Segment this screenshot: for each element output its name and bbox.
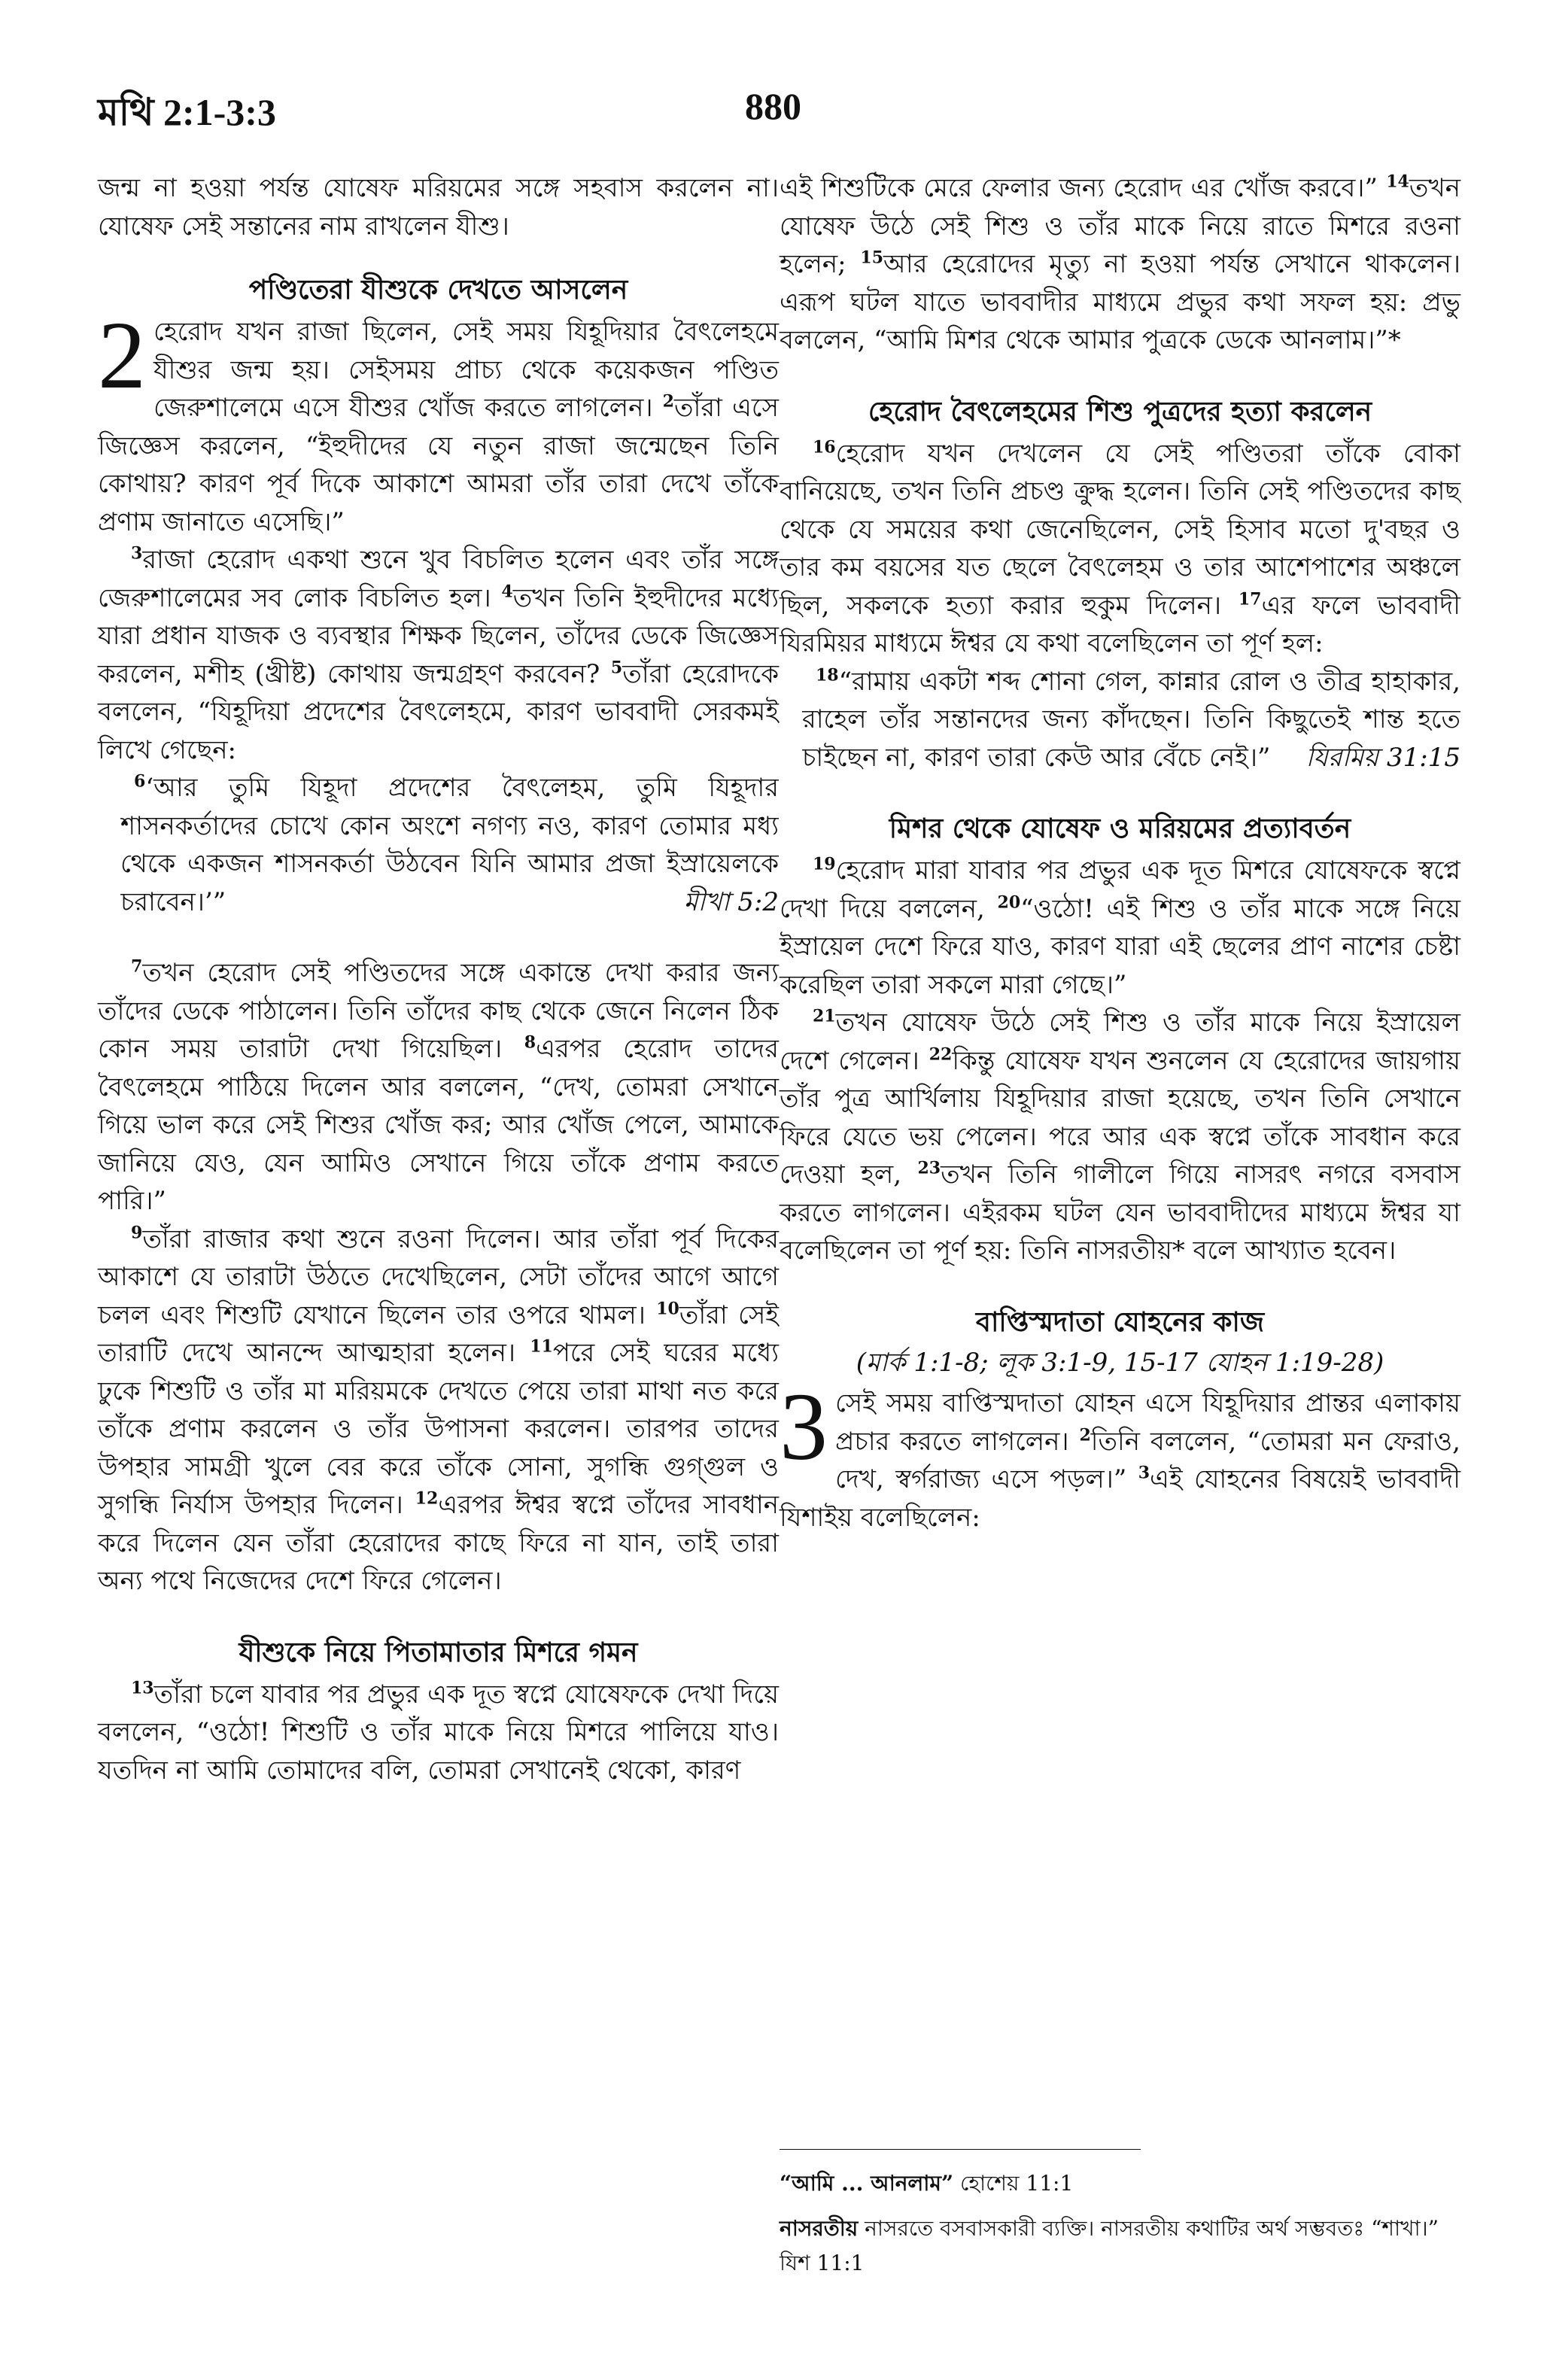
paragraph <box>780 1004 1460 1270</box>
paragraph <box>780 1373 1460 1537</box>
paragraph <box>780 169 1460 360</box>
verse-text: তাঁরা সেই তারাটি দেখে আনন্দে আত্মহারা হলেন। <box>98 1299 779 1368</box>
verse-text: এর ফলে ভাববাদী যিরমিয়র মাধ্যমে ঈশ্বর যে কথা বলেছিলেন তা পূর্ণ হল: <box>780 590 1460 658</box>
verse-text: তাঁরা চলে যাবার পর প্রভুর এক দূত স্বপ্নে যোষেফকে দেখা দিয়ে বললেন, “ওঠো! শিশুটি ও তাঁর মাকে নিয়ে মিশরে পালিয়ে যাও। যতদিন না আমি তোমাদের বলি, তোমরা সেখানেই থেকো, কারণ <box>98 1679 779 1786</box>
paragraph <box>98 954 779 1220</box>
section-heading: হেরোদ বৈৎলেহমের শিশু পুত্রদের হত্যা করলেন <box>868 395 1372 427</box>
verse-number: 13 <box>131 1678 154 1698</box>
verse-text: সেই সময় বাপ্তিস্মদাতা যোহন এসে যিহূদিয়ার প্রান্তর এলাকায় প্রচার করতে লাগলেন। <box>835 1388 1460 1457</box>
paragraph: জন্ম না হওয়া পর্যন্ত যোষেফ মরিয়মের সঙ্গে সহবাস করলেন না। যোষেফ সেই সন্তানের নাম রাখলেন যীশু। <box>98 173 779 242</box>
verse-number: 15 <box>860 248 884 268</box>
verse-number: 9 <box>131 1223 143 1243</box>
verse-number: 6 <box>134 771 146 792</box>
cross-reference: যিরমিয় 31:15 <box>1305 742 1460 773</box>
verse-text: এরপর ঈশ্বর স্বপ্নে তাঁদের সাবধান করে দিলেন যেন তাঁরা হেরোদের কাছে ফিরে না যান, তাই তারা অন্য পথে নিজেদের দেশে ফিরে গেলেন। <box>98 1490 779 1596</box>
chapter-number: 3 <box>780 1373 828 1480</box>
verse-number: 8 <box>524 1032 536 1053</box>
verse-text: হেরোদ মারা যাবার পর প্রভুর এক দূত মিশরে যোষেফকে স্বপ্নে দেখা দিয়ে বললেন, <box>780 856 1460 924</box>
verse-text: পরে সেই ঘরের মধ্যে ঢুকে শিশুটি ও তাঁর মা মরিয়মকে দেখতে পেয়ে তারা মাথা নত করে তাঁকে প্রণাম করলেন ও তাঁর উপাসনা করলেন। তারপর তাদের উপহার সামগ্রী খুলে বের করে তাঁকে সোনা, সুগন্ধি গুগ্‌গুল ও সুগন্ধি নির্যাস উপহার দিলেন। <box>98 1338 779 1520</box>
paragraph <box>98 302 779 541</box>
verse-text: তখন যোষেফ উঠে সেই শিশু ও তাঁর মাকে নিয়ে ইস্রায়েল দেশে গেলেন। <box>780 1008 1460 1076</box>
verse-number: 18 <box>816 665 839 685</box>
parallel-references: (মার্ক 1:1-8; লূক 3:1-9, 15-17 যোহন 1:19-28) <box>856 1347 1384 1378</box>
section-heading: মিশর থেকে যোষেফ ও মরিয়মের প্রত্যাবর্তন <box>889 813 1351 844</box>
verse-text: তখন তিনি ইহুদীদের মধ্যে যারা প্রধান যাজক ও ব্যবস্থার শিক্ষক ছিলেন, তাঁদের ডেকে জিজ্ঞেস করলেন, মশীহ (খ্রীষ্ট) কোথায় জন্মগ্রহণ করবেন? <box>98 582 779 689</box>
quote-text: “রামায় একটা শব্দ শোনা গেল, কান্নার রোল ও তীব্র হাহাকার, রাহেল তাঁর সন্তানদের জন্য কাঁদছেন। তিনি কিছুতেই শান্ত হতে চাইছেন না, কারণ তারা কেউ আর বেঁচে নেই।” <box>802 666 1460 773</box>
verse-number: 10 <box>656 1299 679 1319</box>
footnotes <box>780 2149 1460 2291</box>
verse-text: আর হেরোদের মৃত্যু না হওয়া পর্যন্ত সেখানে থাকলেন। এরূপ ঘটল যাতে ভাববাদীর মাধ্যমে প্রভুর কথা সফল হয়: প্রভু বললেন, “আমি মিশর থেকে আমার পুত্রকে ডেকে আনলাম।”* <box>780 249 1460 355</box>
quote-text: ‘আর তুমি যিহূদা প্রদেশের বৈৎলেহম, তুমি যিহূদার শাসনকর্তাদের চোখে কোন অংশে নগণ্য নও, কারণ তোমার মধ্য থেকে একজন শাসনকর্তা উঠবেন যিনি আমার প্রজা ইস্রায়েলকে চরাবেন।’” <box>120 773 779 917</box>
verse-number: 4 <box>501 582 513 602</box>
verse-number: 21 <box>813 1006 836 1026</box>
paragraph <box>780 435 1460 663</box>
footnote-rule <box>780 2149 1141 2150</box>
verse-text: তিনি বললেন, “তোমরা মন ফেরাও, দেখ, স্বর্গরাজ্য এসে পড়ল।” <box>835 1426 1460 1494</box>
page-number: 880 <box>745 85 801 127</box>
footnote-term: “আমি ... আনলাম” <box>780 2171 954 2196</box>
quotation <box>802 663 1460 777</box>
verse-text: এরপর হেরোদ তাদের বৈৎলেহমে পাঠিয়ে দিলেন আর বললেন, “দেখ, তোমরা সেখানে গিয়ে ভাল করে সেই শিশুর খোঁজ কর; আর খোঁজ পেলে, আমাকে জানিয়ে যেও, যেন আমিও সেখানে গিয়ে তাঁকে প্রণাম করতে পারি।” <box>98 1034 779 1216</box>
footnote-text: নাসরতে বসবাসকারী ব্যক্তি। নাসরতীয় কথাটির অর্থ সম্ভবতঃ “শাখা।” যিশ 11:1 <box>780 2216 1439 2275</box>
verse-text: তাঁরা হেরোদকে বললেন, “যিহূদিয়া প্রদেশের বৈৎলেহমে, কারণ ভাববাদী সেরকমই লিখে গেছেন: <box>98 658 779 765</box>
verse-text: হেরোদ যখন দেখলেন যে সেই পণ্ডিতরা তাঁকে বোকা বানিয়েছে, তখন তিনি প্রচণ্ড ক্রুদ্ধ হলেন। তিনি সেই পণ্ডিতদের কাছ থেকে যে সময়ের কথা জেনেছিলেন, সেই হিসাব মতো দু'বছর ও তার কম বয়সের যত ছেলে বৈৎলেহম ও তার আশেপাশের অঞ্চলে ছিল, সকলকে হত্যা করার হুকুম দিলেন। <box>780 438 1460 621</box>
verse-text: তাঁরা রাজার কথা শুনে রওনা দিলেন। আর তাঁরা পূর্ব দিকের আকাশে যে তারাটা উঠতে দেখেছিলেন, সেটা তাঁদের আগে আগে চলল এবং শিশুটি যেখানে ছিলেন তার ওপরে থামল। <box>98 1223 779 1330</box>
footnote <box>780 2166 1460 2201</box>
chapter-number: 2 <box>98 302 146 409</box>
footnote-term: নাসরতীয় <box>780 2216 859 2241</box>
paragraph <box>98 1676 779 1790</box>
verse-text: তখন যোষেফ উঠে সেই শিশু ও তাঁর মাকে নিয়ে রাতে মিশরে রওনা হলেন; <box>780 173 1460 279</box>
paragraph <box>780 852 1460 1004</box>
footnote-text: হোশেয় 11:1 <box>959 2171 1074 2196</box>
verse-number: 19 <box>813 854 836 874</box>
verse-text: হেরোদ যখন রাজা ছিলেন, সেই সময় যিহূদিয়ার বৈৎলেহমে যীশুর জন্ম হয়। সেইসময় প্রাচ্য থেকে কয়েকজন পণ্ডিত জেরুশালেমে এসে যীশুর খোঁজ করতে লাগলেন। <box>153 317 779 423</box>
verse-number: 17 <box>1238 589 1262 609</box>
verse-number: 7 <box>131 956 143 977</box>
verse-number: 2 <box>662 391 674 412</box>
verse-number: 5 <box>610 658 623 678</box>
running-head <box>98 84 1443 144</box>
verse-number: 23 <box>917 1158 941 1178</box>
verse-number: 14 <box>1386 172 1409 192</box>
right-column <box>780 169 1460 1537</box>
verse-text: “ওঠো! এই শিশু ও তাঁর মাকে সঙ্গে নিয়ে ইস্রায়েল দেশে ফিরে যাও, কারণ যারা এই ছেলের প্রাণ নাশের চেষ্টা করেছিল তারা সকলে মারা গেছে।” <box>780 893 1460 1000</box>
verse-text: তাঁরা এসে জিজ্ঞেস করলেন, “ইহুদীদের যে নতুন রাজা জন্মেছেন তিনি কোথায়? কারণ পূর্ব দিকে আকাশে আমরা তাঁর তারা দেখে তাঁকে প্রণাম জানাতে এসেছি।” <box>98 393 779 537</box>
verse-number: 3 <box>131 543 143 564</box>
section-heading: বাপ্তিস্মদাতা যোহনের কাজ <box>975 1306 1265 1338</box>
left-column <box>98 169 779 1789</box>
verse-number: 16 <box>813 437 836 457</box>
verse-number: 11 <box>530 1336 553 1357</box>
verse-text: রাজা হেরোদ একথা শুনে খুব বিচলিত হলেন এবং তাঁর সঙ্গে জেরুশালেমের সব লোক বিচলিত হল। <box>98 545 779 613</box>
verse-text: কিন্তু যোষেফ যখন শুনলেন যে হেরোদের জায়গায় তাঁর পুত্র আর্খিলায় যিহূদিয়ার রাজা হয়েছে, তখন তিনি সেখানে ফিরে যেতে ভয় পেলেন। পরে আর এক স্বপ্নে তাঁকে সাবধান করে দেওয়া হল, <box>780 1045 1460 1190</box>
section-heading: যীশুকে নিয়ে পিতামাতার মিশরে গমন <box>239 1636 638 1668</box>
verse-text: তখন হেরোদ সেই পণ্ডিতদের সঙ্গে একান্তে দেখা করার জন্য তাঁদের ডেকে পাঠালেন। তিনি তাঁদের কাছ থেকে জেনে নিলেন ঠিক কোন সময় তারাটা দেখা গিয়েছিল। <box>98 958 779 1064</box>
book-reference: মথি 2:1-3:3 <box>98 91 276 133</box>
verse-number: 22 <box>929 1044 953 1065</box>
verse-number: 3 <box>1138 1463 1150 1483</box>
paragraph <box>98 1220 779 1600</box>
footnote <box>780 2211 1460 2281</box>
quotation <box>120 769 779 921</box>
cross-reference: মীখা 5:2 <box>683 886 779 917</box>
verse-text: তখন তিনি গালীলে গিয়ে নাসরৎ নগরে বসবাস করতে লাগলেন। এইরকম ঘটল যেন ভাববাদীদের মাধ্যমে ঈশ্বর যা বলেছিলেন তা পূর্ণ হয়: তিনি নাসরতীয়* বলে আখ্যাত হবেন। <box>780 1160 1460 1266</box>
verse-number: 2 <box>1079 1425 1091 1445</box>
section-heading: পণ্ডিতেরা যীশুকে দেখতে আসলেন <box>248 274 628 305</box>
verse-text: এই যোহনের বিষয়েই ভাববাদী যিশাইয় বলেছিলেন: <box>780 1464 1460 1533</box>
verse-number: 20 <box>997 892 1021 913</box>
footnote-list <box>780 2166 1460 2281</box>
verse-text: এই শিশুটিকে মেরে ফেলার জন্য হেরোদ এর খোঁজ করবে।” <box>780 173 1378 203</box>
paragraph <box>98 541 779 769</box>
verse-number: 12 <box>415 1488 439 1509</box>
